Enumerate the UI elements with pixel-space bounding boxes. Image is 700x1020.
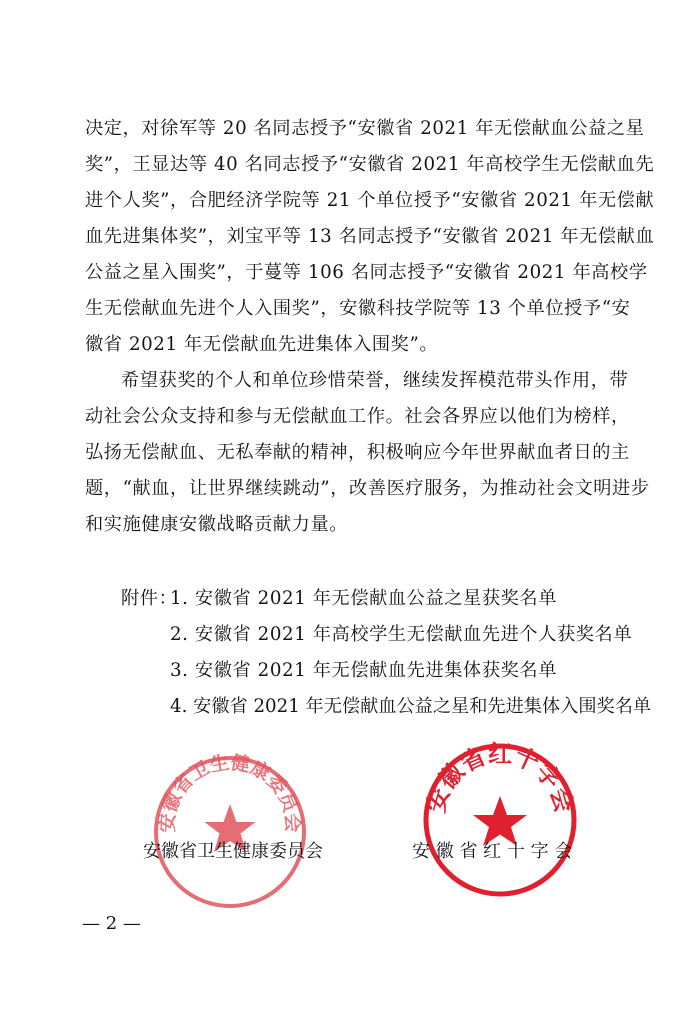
attachment-item: 4. 安徽省 2021 年无偿献血公益之星和先进集体入围奖名单 — [170, 696, 652, 717]
paragraph-line: 题，“献血，让世界继续跳动”，改善医疗服务，为推动社会文明进步 — [85, 478, 650, 499]
attachments-label: 附件： — [121, 588, 178, 609]
red-cross-seal — [420, 740, 580, 900]
right-signature: 安 徽 省 红 十 字 会 — [412, 841, 573, 862]
paragraph-line: 决定，对徐军等 20 名同志授予“安徽省 2021 年无偿献血公益之星 — [85, 118, 645, 139]
paragraph-line: 公益之星入围奖”，于蔓等 106 名同志授予“安徽省 2021 年高校学 — [85, 262, 648, 283]
paragraph-line: 生无偿献血先进个人入围奖”，安徽科技学院等 13 个单位授予“安 — [85, 298, 631, 319]
paragraph-line: 奖”，王显达等 40 名同志授予“安徽省 2021 年高校学生无偿献血先 — [85, 154, 655, 175]
paragraph-line: 和实施健康安徽战略贡献力量。 — [85, 514, 349, 535]
paragraph-line: 动社会公众支持和参与无偿献血工作。社会各界应以他们为榜样， — [85, 406, 630, 427]
attachment-item: 1. 安徽省 2021 年无偿献血公益之星获奖名单 — [170, 588, 557, 609]
paragraph-line: 血先进集体奖”，刘宝平等 13 名同志授予“安徽省 2021 年无偿献血 — [85, 226, 655, 247]
paragraph-line: 希望获奖的个人和单位珍惜荣誉，继续发挥模范带头作用，带 — [121, 370, 629, 391]
paragraph-line: 弘扬无偿献血、无私奉献的精神，积极响应今年世界献血者日的主 — [85, 442, 630, 463]
seal-text: 安徽省红十字会 — [420, 740, 580, 816]
page-number: — 2 — — [82, 913, 141, 934]
left-signature: 安徽省卫生健康委员会 — [143, 841, 323, 862]
paragraph-line: 进个人奖”，合肥经济学院等 21 个单位授予“安徽省 2021 年无偿献 — [85, 190, 655, 211]
health-commission-seal — [150, 752, 310, 912]
attachment-item: 3. 安徽省 2021 年无偿献血先进集体获奖名单 — [170, 660, 557, 681]
paragraph-line: 徽省 2021 年无偿献血先进集体入围奖”。 — [85, 334, 439, 355]
attachment-item: 2. 安徽省 2021 年高校学生无偿献血先进个人获奖名单 — [170, 624, 633, 645]
seal-text: 安徽省卫生健康委员会 — [156, 752, 304, 833]
star-icon — [473, 796, 527, 846]
